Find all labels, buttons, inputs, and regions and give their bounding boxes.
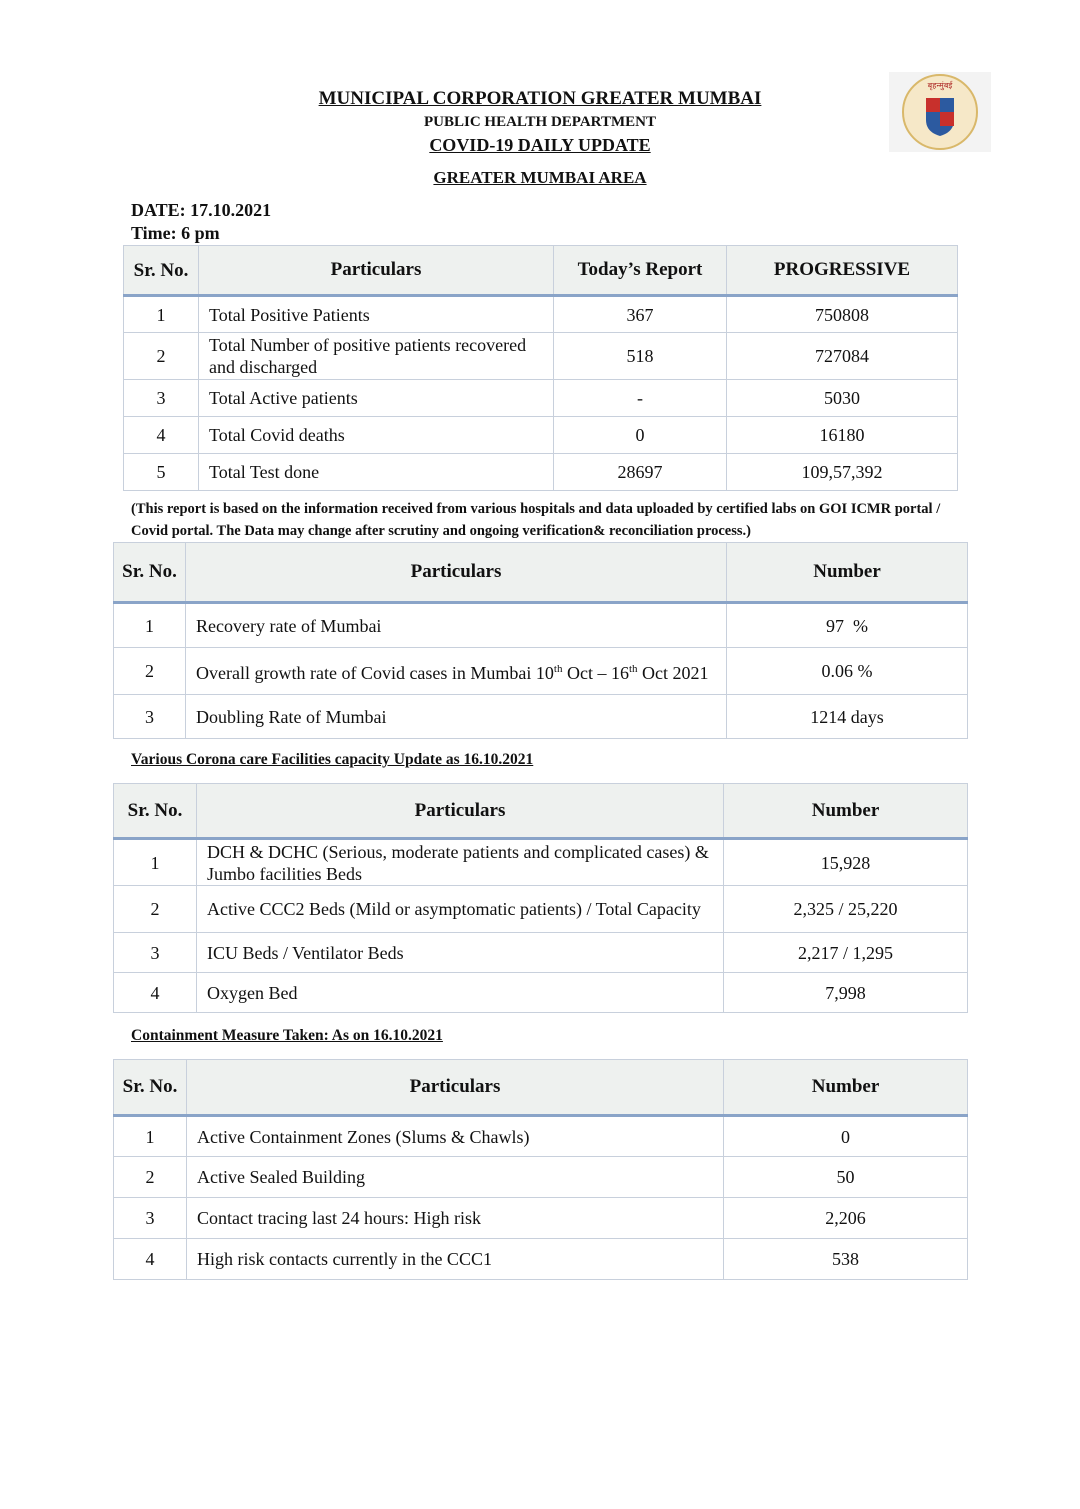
report-title: COVID-19 DAILY UPDATE <box>429 135 651 155</box>
report-date: DATE: 17.10.2021 <box>131 200 272 220</box>
table-row: 4 High risk contacts currently in the CCC1 538 <box>114 1239 968 1280</box>
table-row: 3 Total Active patients - 5030 <box>124 380 958 417</box>
daily-report-table <box>123 245 958 491</box>
table-row: 3 Contact tracing last 24 hours: High risk 2,206 <box>114 1198 968 1239</box>
table-row: 1 Recovery rate of Mumbai 97 % <box>114 603 968 648</box>
facilities-heading: Various Corona care Facilities capacity Update as 16.10.2021 <box>131 751 534 768</box>
table-row: 2 Active Sealed Building 50 <box>114 1157 968 1198</box>
rates-table <box>113 542 968 739</box>
table-row: 4 Oxygen Bed 7,998 <box>114 973 968 1013</box>
table-row: 1 DCH & DCHC (Serious, moderate patients and complicated cases) & Jumbo facilities Beds 15,928 <box>114 839 968 886</box>
svg-text:बृहन्मुंबई: बृहन्मुंबई <box>927 81 953 90</box>
table-row: 4 Total Covid deaths 0 16180 <box>124 417 958 454</box>
facilities-table <box>113 783 968 1013</box>
table-row: 3 Doubling Rate of Mumbai 1214 days <box>114 695 968 739</box>
col-sr-no: Sr. No. <box>114 543 186 603</box>
org-title: MUNICIPAL CORPORATION GREATER MUMBAI <box>318 88 762 109</box>
table-row: 3 ICU Beds / Ventilator Beds 2,217 / 1,295 <box>114 933 968 973</box>
col-todays-report: Today’s Report <box>554 246 727 296</box>
col-sr-no: Sr. No. <box>114 1060 187 1116</box>
department-title: PUBLIC HEALTH DEPARTMENT <box>423 114 656 130</box>
area-title: GREATER MUMBAI AREA <box>433 168 647 187</box>
col-progressive: PROGRESSIVE <box>727 246 958 296</box>
table-row: 2 Overall growth rate of Covid cases in Mumbai 10th Oct – 16th Oct 2021 0.06 % <box>114 648 968 695</box>
col-sr-no: Sr. No. <box>114 784 197 839</box>
col-particulars: Particulars <box>199 246 554 296</box>
report-time: Time: 6 pm <box>131 223 220 243</box>
table-row: 1 Total Positive Patients 367 750808 <box>124 296 958 333</box>
col-particulars: Particulars <box>186 543 727 603</box>
col-number: Number <box>724 784 968 839</box>
col-number: Number <box>724 1060 968 1116</box>
containment-table <box>113 1059 968 1280</box>
table-row: 2 Active CCC2 Beds (Mild or asymptomatic patients) / Total Capacity 2,325 / 25,220 <box>114 886 968 933</box>
bmc-emblem-icon <box>889 72 991 152</box>
containment-heading: Containment Measure Taken: As on 16.10.2021 <box>131 1027 443 1044</box>
table-row: 5 Total Test done 28697 109,57,392 <box>124 454 958 491</box>
col-sr-no: Sr. No. <box>124 246 199 296</box>
col-particulars: Particulars <box>197 784 724 839</box>
col-number: Number <box>727 543 968 603</box>
table-row: 1 Active Containment Zones (Slums & Chawls) 0 <box>114 1116 968 1157</box>
table-row: 2 Total Number of positive patients recovered and discharged 518 727084 <box>124 333 958 380</box>
data-disclaimer-note: (This report is based on the information received from various hospitals and data uploaded by certified labs on GOI ICMR portal / Covid portal. The Data may change after scrutiny and ongoing verification& reconciliation process.) <box>131 501 941 539</box>
col-particulars: Particulars <box>187 1060 724 1116</box>
